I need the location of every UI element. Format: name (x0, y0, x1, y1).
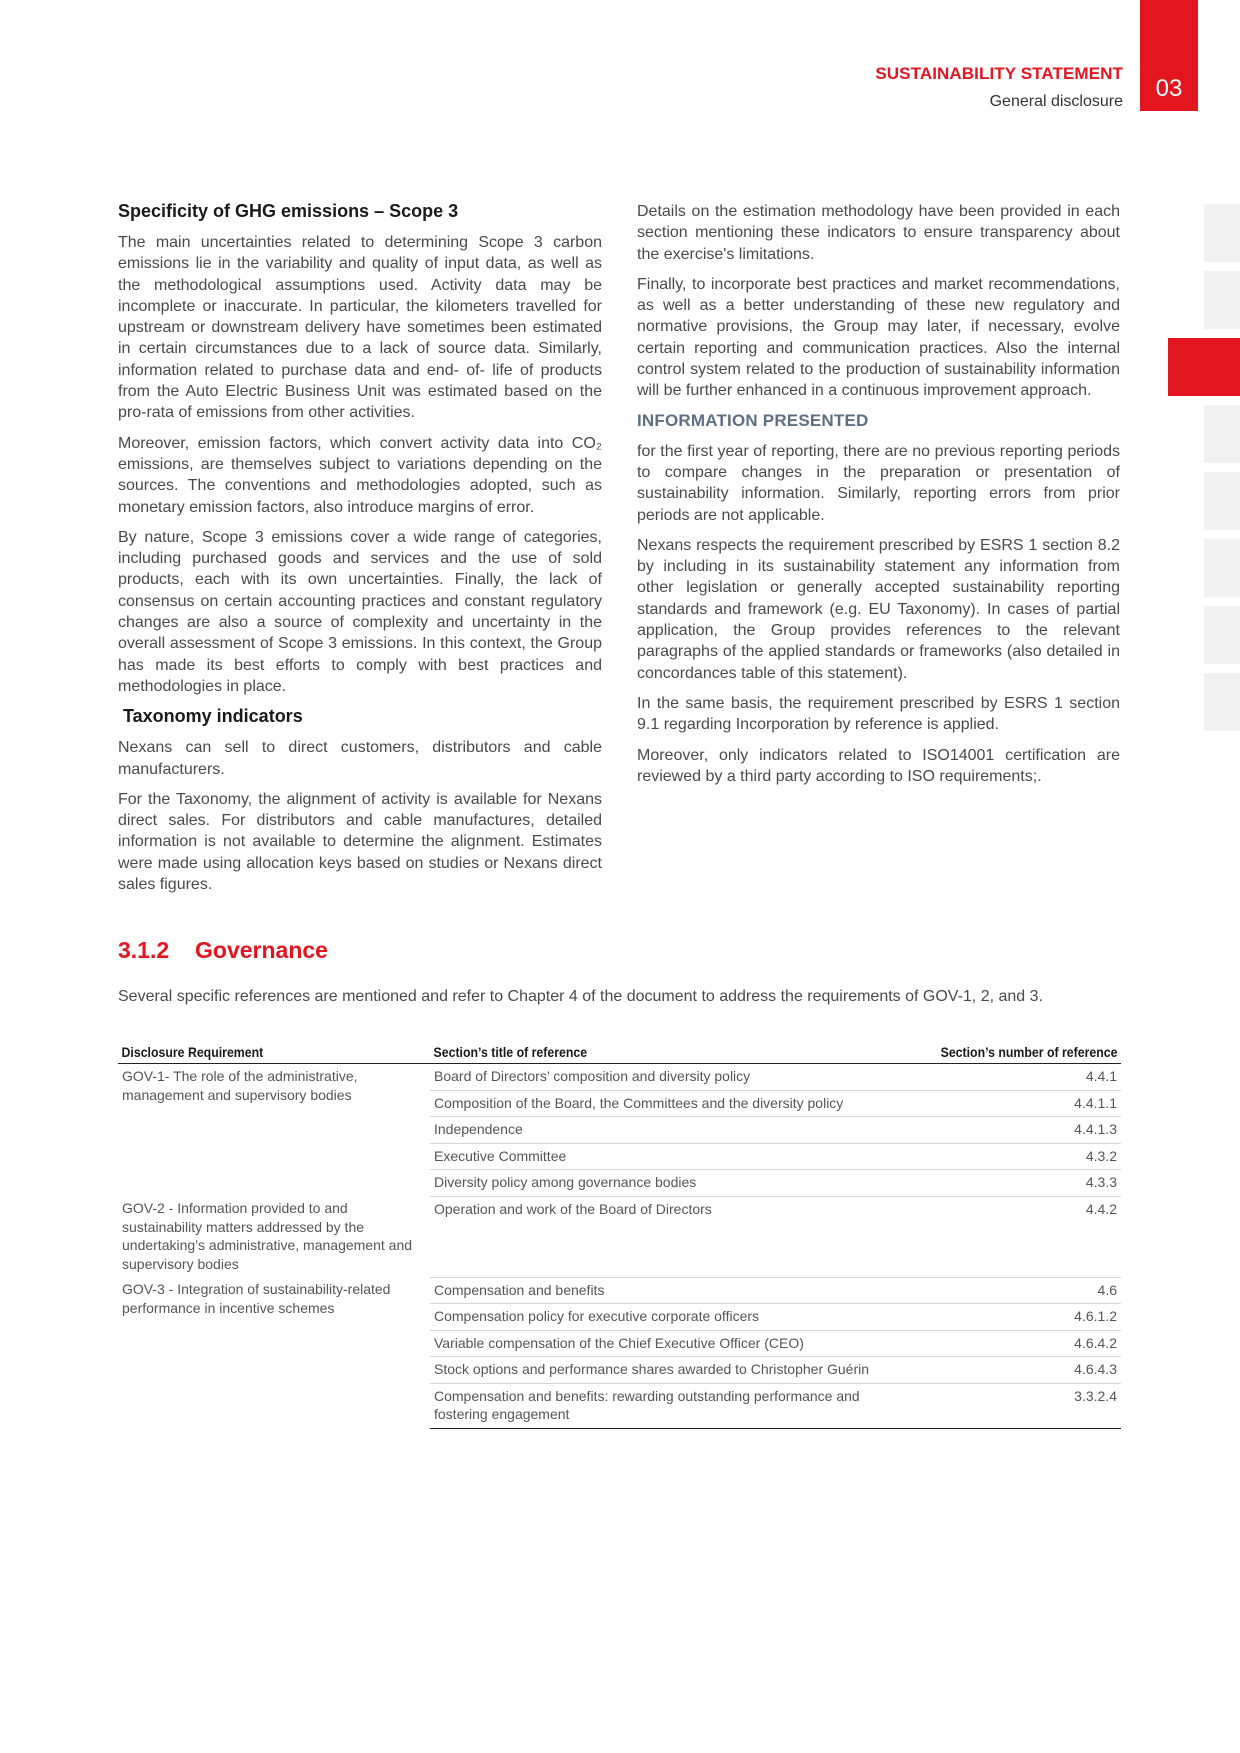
information-presented-heading: INFORMATION PRESENTED (637, 410, 869, 430)
reference-number-cell: 4.3.3 (908, 1170, 1121, 1197)
reference-number-cell: 4.4.1.1 (908, 1090, 1121, 1117)
reference-number-cell: 4.6 (908, 1277, 1121, 1304)
info-paragraph-3: In the same basis, the requirement prescribed by ESRS 1 section 9.1 regarding Incorporation by reference is applied. (637, 694, 1120, 734)
section-title (118, 937, 328, 964)
side-nav-tab-8[interactable] (1204, 673, 1240, 731)
section-name: Governance (195, 937, 328, 963)
section-number: 3.1.2 (118, 937, 170, 963)
info-paragraph-2: Nexans respects the requirement prescribed by ESRS 1 section 8.2 by including in its sustainability statement any information from other legislation or generally accepted sustainability reporting standards and framework (e.g. EU Taxonomy). In cases of partial application, the Group provides references to the relevant paragraphs of the applied standards or frameworks (also detailed in concordances table of this statement). (637, 536, 1120, 682)
reference-title-cell: Compensation policy for executive corporate officers (430, 1304, 908, 1331)
reference-title-cell: Independence (430, 1117, 908, 1144)
reference-title-cell: Variable compensation of the Chief Executive Officer (CEO) (430, 1330, 908, 1357)
reference-title-cell: Diversity policy among governance bodies (430, 1170, 908, 1197)
side-nav-tab-1[interactable] (1204, 204, 1240, 262)
requirement-cell: GOV-3 - Integration of sustainability-related performance in incentive schemes (122, 1281, 391, 1316)
reference-title-cell: Operation and work of the Board of Directors (430, 1196, 908, 1277)
header-section-number: Section’s number of reference (934, 1042, 1121, 1064)
requirement-cell: GOV-2 - Information provided to and sustainability matters addressed by the undertaking’s administrative, management and supervisory bodies (122, 1200, 413, 1272)
governance-table (118, 1042, 1121, 1429)
scope3-paragraph-2: Moreover, emission factors, which convert activity data into CO₂ emissions, are themselves subject to variations depending on the sources. The conventions and methodologies adopted, such as monetary emission factors, also introduce margins of error. (118, 434, 602, 516)
methodology-paragraph: Details on the estimation methodology have been provided in each section mentioning these indicators to ensure transparency about the exercise's limitations. (637, 203, 1120, 263)
reference-title-cell: Executive Committee (430, 1143, 908, 1170)
reference-title-cell: Stock options and performance shares awarded to Christopher Guérin (430, 1357, 908, 1384)
scope3-paragraph-3: By nature, Scope 3 emissions cover a wide range of categories, including purchased goods and services and the use of sold products, each with its own uncertainties. Finally, the lack of consensus on certain accounting practices and constant regulatory changes are also a source of complexity and uncertainty in the overall assessment of Scope 3 emissions. In this context, the Group has made its best efforts to comply with best practices and methodologies in place. (118, 528, 602, 695)
side-nav-tab-3-active[interactable] (1168, 338, 1240, 396)
best-practices-paragraph: Finally, to incorporate best practices and market recommendations, as well as a better understanding of these new regulatory and normative provisions, the Group may later, if necessary, evolve certain reporting and communication practices. Also the internal control system related to the production of sustainability information will be further enhanced in a continuous improvement approach. (637, 275, 1120, 400)
reference-number-cell: 3.3.2.4 (908, 1383, 1121, 1428)
side-nav-tab-2[interactable] (1204, 271, 1240, 329)
reference-number-cell: 4.4.1 (908, 1064, 1121, 1091)
taxonomy-paragraph-2: For the Taxonomy, the alignment of activity is available for Nexans direct sales. For distributors and cable manufactures, detailed information is not available to determine the alignment. Estimates were made using allocation keys based on studies or Nexans direct sales figures. (118, 790, 602, 894)
table-row (118, 1277, 1121, 1304)
side-nav-tab-7[interactable] (1204, 606, 1240, 664)
requirement-cell: GOV-1- The role of the administrative, management and supervisory bodies (122, 1068, 358, 1103)
table-row (118, 1196, 1121, 1277)
reference-number-cell: 4.6.1.2 (908, 1304, 1121, 1331)
table-row (118, 1064, 1121, 1091)
header-title: SUSTAINABILITY STATEMENT (875, 64, 1123, 83)
reference-number-cell: 4.4.1.3 (908, 1117, 1121, 1144)
info-paragraph-4: Moreover, only indicators related to ISO14001 certification are reviewed by a third party according to ISO requirements;. (637, 746, 1120, 785)
table-header-row (118, 1042, 1121, 1064)
reference-number-cell: 4.6.4.2 (908, 1330, 1121, 1357)
scope3-paragraph-1: The main uncertainties related to determining Scope 3 carbon emissions lie in the variability and quality of input data, as well as the methodological assumptions used. Activity data may be incomplete or inaccurate. In particular, the kilometers travelled for upstream or downstream delivery have sometimes been estimated in certain circumstances due to a lack of source data. Similarly, information related to purchase data and end- of- life of products from the Auto Electric Business Unit was estimated based on the pro-rata of emissions from other activities. (118, 234, 602, 422)
taxonomy-heading: Taxonomy indicators (123, 706, 303, 727)
left-column (118, 201, 602, 904)
side-nav-tab-6[interactable] (1204, 539, 1240, 597)
reference-title-cell: Composition of the Board, the Committees and the diversity policy (430, 1090, 908, 1117)
reference-title-cell: Compensation and benefits (430, 1277, 908, 1304)
side-nav-tab-4[interactable] (1204, 405, 1240, 463)
reference-number-cell: 4.6.4.3 (908, 1357, 1121, 1384)
side-nav-tab-5[interactable] (1204, 472, 1240, 530)
reference-title-cell: Compensation and benefits: rewarding outstanding performance and fostering engagement (430, 1383, 908, 1428)
reference-number-cell: 4.4.2 (908, 1196, 1121, 1277)
scope3-heading: Specificity of GHG emissions – Scope 3 (118, 201, 459, 221)
header-section-title: Section’s title of reference (430, 1042, 851, 1064)
chapter-tab[interactable]: 03 (1140, 0, 1198, 111)
header-disclosure-requirement: Disclosure Requirement (118, 1042, 393, 1064)
section-intro: Several specific references are mentioned and refer to Chapter 4 of the document to address the requirements of GOV-1, 2, and 3. (118, 988, 1043, 1005)
info-paragraph-1: for the first year of reporting, there are no previous reporting periods to compare changes in the preparation or presentation of sustainability information. Similarly, reporting errors from prior periods are not applicable. (637, 442, 1120, 524)
taxonomy-paragraph-1: Nexans can sell to direct customers, distributors and cable manufacturers. (118, 739, 602, 778)
reference-number-cell: 4.3.2 (908, 1143, 1121, 1170)
header-subtitle: General disclosure (989, 93, 1123, 110)
right-column (637, 201, 1120, 796)
reference-title-cell: Board of Directors’ composition and diversity policy (430, 1064, 908, 1091)
